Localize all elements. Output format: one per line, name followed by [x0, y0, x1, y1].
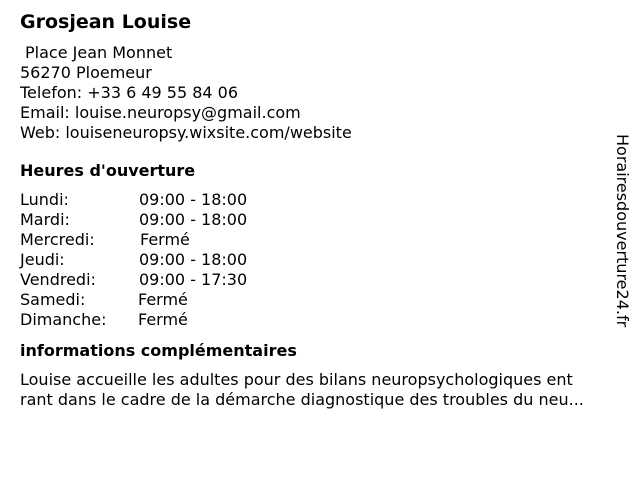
- time-value: Fermé: [138, 290, 188, 309]
- time-value: 09:00 - 18:00: [139, 210, 248, 229]
- day-label: Mardi:: [20, 210, 70, 229]
- website-link[interactable]: Web: louiseneuropsy.wixsite.com/website: [20, 123, 352, 142]
- day-label: Jeudi:: [20, 250, 65, 269]
- time-value: 09:00 - 17:30: [139, 270, 248, 289]
- city-postcode: 56270 Ploemeur: [20, 63, 152, 82]
- description-line: Louise accueille les adultes pour des bilans neuropsychologiques ent: [20, 370, 573, 389]
- hours-row-monday: [20, 190, 620, 210]
- phone-number[interactable]: Telefon: +33 6 49 55 84 06: [20, 83, 239, 102]
- additional-info-text: [20, 370, 620, 410]
- hours-row-tuesday: [20, 210, 620, 230]
- day-label: Lundi:: [20, 190, 69, 209]
- business-name: Grosjean Louise: [20, 11, 192, 33]
- hours-row-friday: [20, 270, 620, 290]
- time-value: 09:00 - 18:00: [139, 190, 248, 209]
- hours-row-wednesday: [20, 230, 620, 250]
- day-label: Mercredi:: [20, 230, 95, 249]
- opening-hours-heading: Heures d'ouverture: [20, 161, 196, 180]
- description-line: rant dans le cadre de la démarche diagnostique des troubles du neu...: [20, 390, 584, 409]
- time-value: Fermé: [138, 310, 188, 329]
- site-watermark-text: Horairesdouverture24.fr: [613, 134, 632, 328]
- time-value: 09:00 - 18:00: [139, 250, 248, 269]
- hours-row-sunday: [20, 310, 620, 330]
- time-value: Fermé: [140, 230, 190, 249]
- business-card: [20, 10, 620, 410]
- site-watermark: [612, 134, 632, 344]
- additional-info-heading: informations complémentaires: [20, 341, 297, 360]
- day-label: Samedi:: [20, 290, 86, 309]
- hours-row-thursday: [20, 250, 620, 270]
- hours-row-saturday: [20, 290, 620, 310]
- day-label: Dimanche:: [20, 310, 107, 329]
- day-label: Vendredi:: [20, 270, 96, 289]
- street-address: Place Jean Monnet: [25, 43, 173, 62]
- contact-block: [20, 43, 620, 143]
- email-address[interactable]: Email: louise.neuropsy@gmail.com: [20, 103, 301, 122]
- opening-hours-table: [20, 190, 620, 330]
